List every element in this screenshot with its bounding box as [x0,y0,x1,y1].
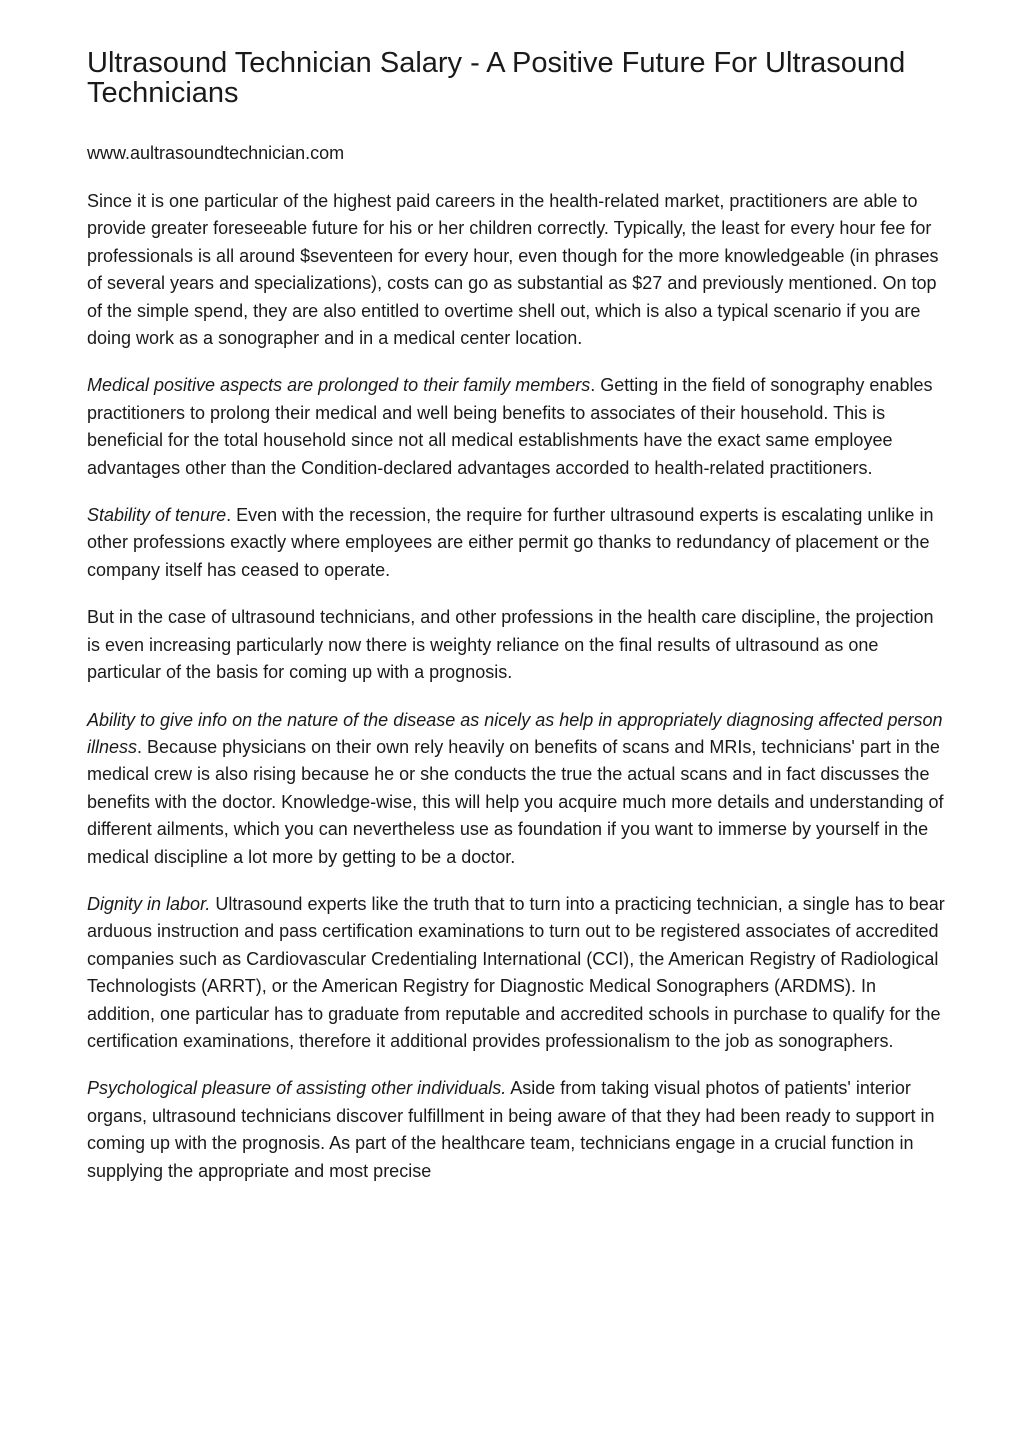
paragraph-diagnosis [87,707,947,871]
paragraph-body: . Getting in the field of sonography enables practitioners to prolong their medical and well being benefits to associates of their household. This is beneficial for the total household since not all medical establishments have the exact same employee advantages other than the Condition-declared advantages accorded to health-related practitioners. [87,375,933,478]
paragraph-salary [87,188,947,352]
paragraph-lead: Ability to give info on the nature of the disease as nicely as help in appropriately diagnosing affected person illness [87,709,943,757]
paragraph-medical-benefits [87,372,947,482]
paragraph-lead: Stability of tenure [87,505,227,526]
paragraph-lead: Dignity in labor. [87,893,211,914]
paragraph-body: . Because physicians on their own rely heavily on benefits of scans and MRIs, technicians' part in the medical crew is also rising because he or she conducts the true the actual scans and in fact discusses the benefits with the doctor. Knowledge-wise, this will help you acquire much more details and understanding of different ailments, which you can nevertheless use as foundation if you want to immerse by yourself in the medical discipline a lot more by getting to be a doctor. [87,736,944,867]
paragraph-stability [87,502,947,584]
paragraph-body: But in the case of ultrasound technicians, and other professions in the health care discipline, the projection is even increasing particularly now there is weighty reliance on the final results of ultrasound as one particular of the basis for coming up with a prognosis. [87,607,934,683]
paragraph-body: Aside from taking visual photos of patients' interior organs, ultrasound technicians discover fulfillment in being aware of that they had been ready to support in coming up with the prognosis. As part of the healthcare team, technicians engage in a crucial function in supplying the appropriate and most precise [87,1078,935,1181]
paragraph-body: Since it is one particular of the highest paid careers in the health-related market, practitioners are able to provide greater foreseeable future for his or her children correctly. Typically, the least for every hour fee for professionals is all around $seventeen for every hour, even though for the more knowledgeable (in phrases of several years and specializations), costs can go as substantial as $27 and previously mentioned. On top of the simple spend, they are also entitled to overtime shell out, which is also a typical scenario if you are doing work as a sonographer and in a medical center location. [87,191,939,349]
paragraph-lead: Medical positive aspects are prolonged to their family members [87,375,591,396]
paragraph-psychological [87,1075,947,1185]
document-page [87,48,947,1185]
paragraph-body: . Even with the recession, the require for further ultrasound experts is escalating unlike in other professions exactly where employees are either permit go thanks to redundancy of placement or the company itself has ceased to operate. [87,505,934,580]
document-title: Ultrasound Technician Salary - A Positive Future For Ultrasound Technicians [87,47,906,109]
source-url: www.aultrasoundtechnician.com [87,143,345,163]
paragraph-lead: Psychological pleasure of assisting other individuals. [87,1078,507,1099]
paragraph-body: Ultrasound experts like the truth that to turn into a practicing technician, a single has to bear arduous instruction and pass certification examinations to turn out to be registered associates of accredited companies such as Cardiovascular Credentialing International (CCI), the American Registry of Radiological Technologists (ARRT), or the American Registry for Diagnostic Medical Sonographers (ARDMS). In addition, one particular has to graduate from reputable and accredited schools in purchase to qualify for the certification examinations, therefore it additional provides professionalism to the job as sonographers. [87,893,945,1051]
paragraph-dignity [87,891,947,1055]
paragraph-projection [87,604,947,686]
